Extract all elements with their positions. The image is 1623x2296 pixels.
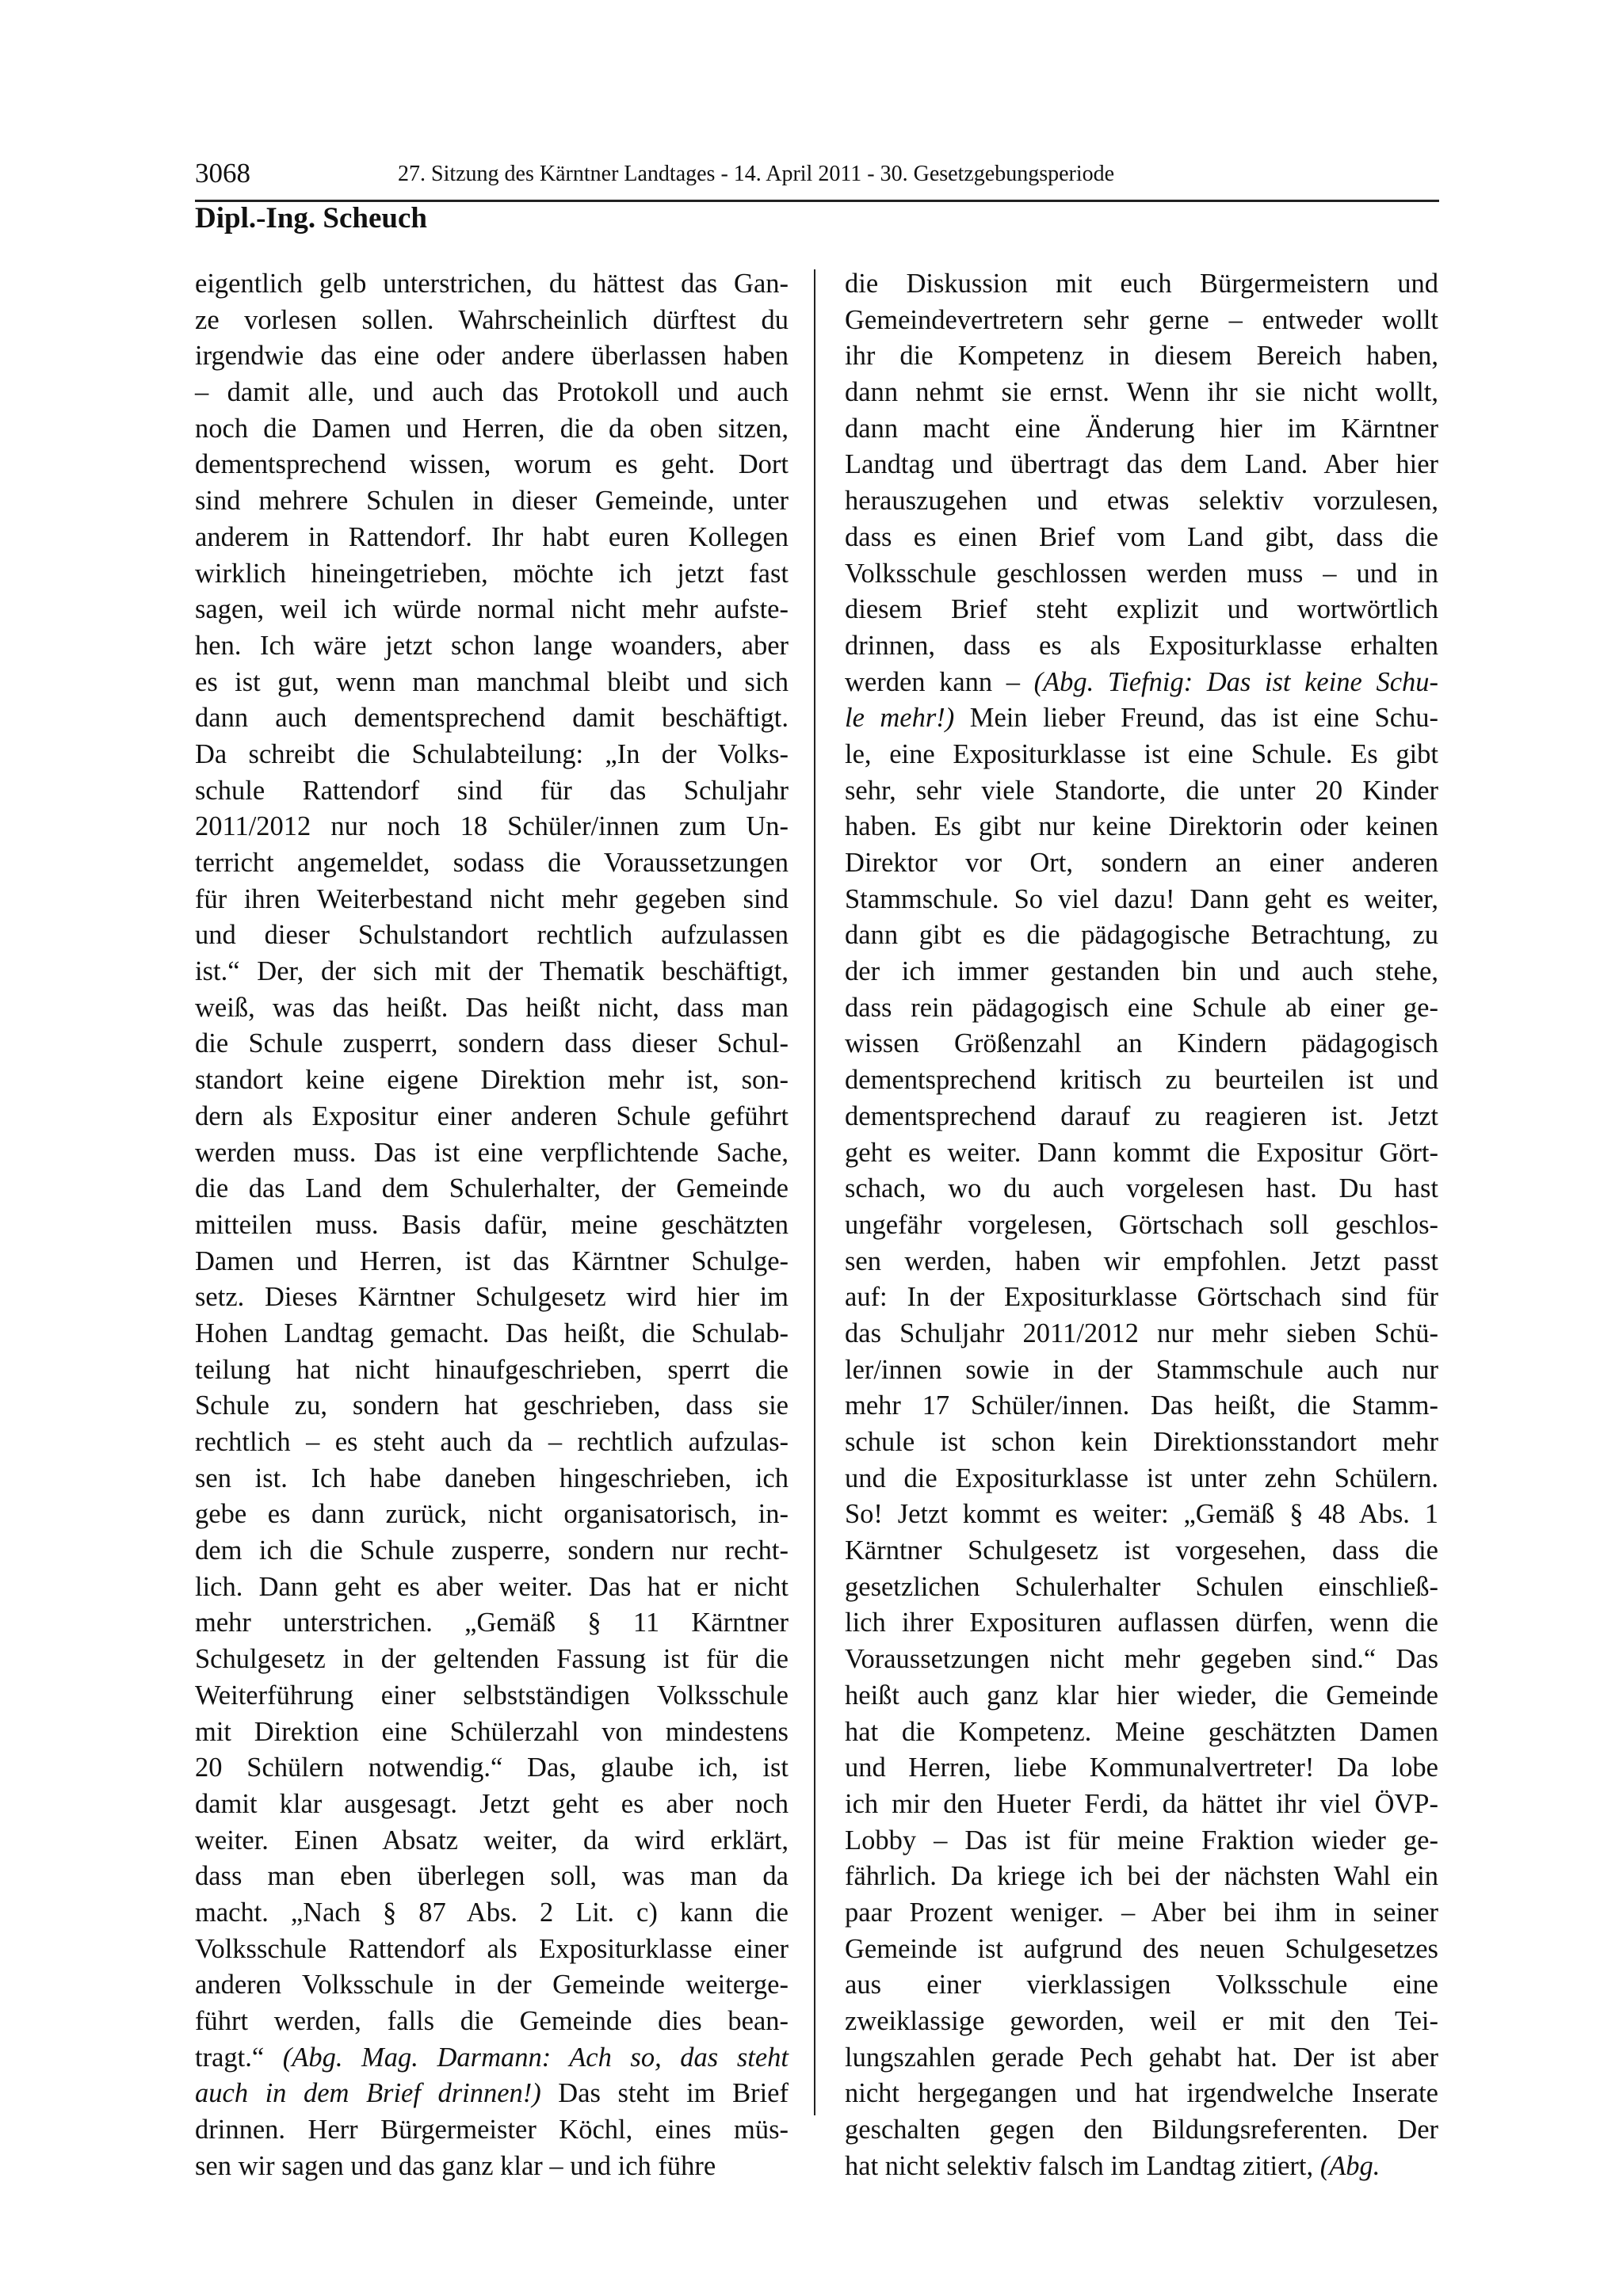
text-line <box>845 592 1438 628</box>
text-line <box>195 1967 789 2004</box>
speech-text: ungefähr vorgelesen, Görtschach soll geschlos- <box>845 1209 1438 1240</box>
speech-text: macht. „Nach § 87 Abs. 2 Lit. c) kann die <box>195 1897 789 1928</box>
text-line <box>845 1967 1438 2004</box>
text-line <box>195 917 789 954</box>
text-line <box>845 1497 1438 1533</box>
text-line <box>195 1062 789 1099</box>
speech-text: und dieser Schulstandort rechtlich aufzulassen <box>195 920 789 951</box>
text-line <box>195 1461 789 1497</box>
speech-text: der ich immer gestanden bin und auch stehe, <box>845 956 1438 987</box>
speech-text: Landtag und übertragt das dem Land. Aber hier <box>845 449 1438 480</box>
speech-text: lich. Dann geht es aber weiter. Das hat er nicht <box>195 1571 789 1602</box>
speech-text: werden muss. Das ist eine verpflichtende Sache, <box>195 1137 789 1168</box>
speech-text: zweiklassige geworden, weil er mit den Tei- <box>845 2006 1438 2036</box>
text-line <box>845 954 1438 990</box>
speech-text: dann nehmt sie ernst. Wenn ihr sie nicht wollt, <box>845 377 1438 408</box>
text-line <box>845 2112 1438 2149</box>
text-line <box>845 1207 1438 1244</box>
speech-text: führt werden, falls die Gemeinde dies bean- <box>195 2006 789 2036</box>
text-line <box>195 845 789 882</box>
speech-text: anderen Volksschule in der Gemeinde weiterge- <box>195 1970 789 2000</box>
text-line <box>195 1316 789 1352</box>
speech-text: drinnen, dass es als Expositurklasse erhalten <box>845 630 1438 661</box>
speech-text: dass man eben überlegen soll, was man da <box>195 1861 789 1892</box>
speech-text: lich ihrer Exposituren auflassen dürfen, wenn die <box>845 1608 1438 1638</box>
speech-text: noch die Damen und Herren, die da oben sitzen, <box>195 413 789 444</box>
speech-text: 20 Schülern notwendig.“ Das, glaube ich, ist <box>195 1753 789 1783</box>
text-line <box>195 1207 789 1244</box>
speech-text: dern als Expositur einer anderen Schule geführt <box>195 1100 789 1131</box>
column-divider <box>814 269 815 2115</box>
text-line <box>845 2040 1438 2077</box>
speech-text: auf: In der Expositurklasse Görtschach sind für <box>845 1282 1438 1313</box>
page-number: 3068 <box>195 158 250 189</box>
speech-text: dementsprechend kritisch zu beurteilen ist und <box>845 1065 1438 1096</box>
speech-text: – damit alle, und auch das Protokoll und auch <box>195 377 789 408</box>
speech-text: gebe es dann zurück, nicht organisatorisch, in- <box>195 1499 789 1530</box>
text-line <box>845 1787 1438 1823</box>
speech-text: Kärntner Schulgesetz ist vorgesehen, dass die <box>845 1535 1438 1566</box>
speech-text: und Herren, liebe Kommunalvertreter! Da lobe <box>845 1753 1438 1783</box>
text-line <box>195 375 789 411</box>
interjection-text: (Abg. Mag. Darmann: Ach so, das steht <box>282 2042 789 2073</box>
speech-text: sen ist. Ich habe daneben hingeschrieben, ich <box>195 1463 789 1493</box>
speech-text: sen werden, haben wir empfohlen. Jetzt passt <box>845 1245 1438 1276</box>
speech-text: mehr 17 Schüler/innen. Das heißt, die Stamm- <box>845 1390 1438 1421</box>
speech-text: haben. Es gibt nur keine Direktorin oder keinen <box>845 811 1438 842</box>
text-line <box>195 1750 789 1787</box>
text-line <box>845 845 1438 882</box>
text-line <box>845 1171 1438 1207</box>
text-line <box>195 1497 789 1533</box>
text-line <box>845 1533 1438 1569</box>
text-line <box>845 1605 1438 1642</box>
speech-text: geht es weiter. Dann kommt die Expositur Gört- <box>845 1137 1438 1168</box>
text-line <box>195 700 789 737</box>
speech-text: wissen Größenzahl an Kindern pädagogisch <box>845 1028 1438 1059</box>
speech-text: hat die Kompetenz. Meine geschätzten Damen <box>845 1716 1438 1747</box>
speech-text: Gemeindevertretern sehr gerne – entweder wollt <box>845 304 1438 335</box>
text-line <box>195 1533 789 1569</box>
speech-text: dann auch dementsprechend damit beschäftigt. <box>195 703 789 734</box>
speech-text: Direktor vor Ort, sondern an einer anderen <box>845 848 1438 878</box>
text-line <box>845 1678 1438 1714</box>
text-line <box>845 411 1438 448</box>
text-line <box>195 1823 789 1859</box>
text-line <box>195 1859 789 1895</box>
speech-text: sehr, sehr viele Standorte, die unter 20 Kinder <box>845 775 1438 806</box>
text-line <box>195 411 789 448</box>
text-line <box>845 2149 1438 2185</box>
text-line <box>845 1062 1438 1099</box>
text-line <box>195 1678 789 1714</box>
text-line <box>195 1244 789 1280</box>
speech-text: die das Land dem Schulerhalter, der Gemeinde <box>195 1173 789 1204</box>
text-line <box>845 1569 1438 1606</box>
speech-text: es ist gut, wenn man manchmal bleibt und sich <box>195 666 789 697</box>
text-line <box>195 882 789 918</box>
text-line <box>845 665 1438 701</box>
speech-text: schach, wo du auch vorgelesen hast. Du hast <box>845 1173 1438 1204</box>
interjection-text: auch in dem Brief drinnen!) <box>195 2078 541 2109</box>
speech-text: le, eine Expositurklasse ist eine Schule. Es gibt <box>845 738 1438 769</box>
text-line <box>845 737 1438 773</box>
text-line <box>845 1714 1438 1751</box>
interjection-text: (Abg. <box>1319 2150 1381 2181</box>
text-line <box>195 2149 789 2185</box>
speech-text: für ihren Weiterbestand nicht mehr gegeben sind <box>195 883 789 914</box>
text-line <box>845 1750 1438 1787</box>
speech-text: schule Rattendorf sind für das Schuljahr <box>195 775 789 806</box>
text-line <box>845 1823 1438 1859</box>
text-line <box>845 882 1438 918</box>
text-line <box>195 447 789 483</box>
speech-text: tragt.“ <box>195 2042 283 2073</box>
speech-text: fährlich. Da kriege ich bei der nächsten Wahl ein <box>845 1861 1438 1892</box>
speech-text: dementsprechend wissen, worum es geht. Dort <box>195 449 789 480</box>
speech-text: Da schreibt die Schulabteilung: „In der Volks- <box>195 738 789 769</box>
text-line <box>845 1859 1438 1895</box>
text-line <box>845 1244 1438 1280</box>
speech-text: Weiterführung einer selbstständigen Volksschule <box>195 1680 789 1711</box>
speech-text: mit Direktion eine Schülerzahl von mindestens <box>195 1716 789 1747</box>
speech-text: hen. Ich wäre jetzt schon lange woanders, aber <box>195 630 789 661</box>
speech-text: aus einer vierklassigen Volksschule eine <box>845 1970 1438 2000</box>
text-line <box>845 700 1438 737</box>
text-line <box>845 520 1438 556</box>
text-line <box>195 1280 789 1316</box>
text-line <box>195 628 789 665</box>
speech-text: ich mir den Hueter Ferdi, da hättet ihr viel ÖVP- <box>845 1788 1438 1819</box>
speech-text: mehr unterstrichen. „Gemäß § 11 Kärntner <box>195 1608 789 1638</box>
text-line <box>195 1569 789 1606</box>
text-line <box>845 556 1438 593</box>
text-line <box>195 1714 789 1751</box>
speech-text: geschalten gegen den Bildungsreferenten. Der <box>845 2115 1438 2145</box>
text-line <box>845 773 1438 810</box>
text-line <box>845 303 1438 339</box>
text-line <box>845 1026 1438 1062</box>
speech-text: teilung hat nicht hinaufgeschrieben, sperrt die <box>195 1354 789 1385</box>
speech-text: Lobby – Das ist für meine Fraktion wieder ge- <box>845 1825 1438 1855</box>
speech-text: So! Jetzt kommt es weiter: „Gemäß § 48 Abs. 1 <box>845 1499 1438 1530</box>
text-line <box>195 2076 789 2112</box>
interjection-text: le mehr!) <box>845 703 955 734</box>
text-line <box>195 1135 789 1172</box>
speech-text: ihr die Kompetenz in diesem Bereich haben, <box>845 341 1438 372</box>
text-line <box>195 954 789 990</box>
speech-text: Gemeinde ist aufgrund des neuen Schulgesetzes <box>845 1933 1438 1964</box>
speaker-name: Dipl.-Ing. Scheuch <box>195 202 427 235</box>
speech-text: diesem Brief steht explizit und wortwörtlich <box>845 594 1438 625</box>
speech-text: Damen und Herren, ist das Kärntner Schulge- <box>195 1245 789 1276</box>
speech-text: drinnen. Herr Bürgermeister Köchl, eines müs- <box>195 2115 789 2145</box>
speech-text: sen wir sagen und das ganz klar – und ich führe <box>195 2150 716 2181</box>
text-line <box>195 1605 789 1642</box>
text-line <box>845 809 1438 845</box>
text-line <box>195 1352 789 1389</box>
text-line <box>195 1026 789 1062</box>
speech-text: sagen, weil ich würde normal nicht mehr aufste- <box>195 594 789 625</box>
text-line <box>195 2112 789 2149</box>
text-line <box>195 520 789 556</box>
text-line <box>845 2076 1438 2112</box>
text-line <box>845 1388 1438 1425</box>
speech-text: Mein lieber Freund, das ist eine Schu- <box>954 703 1438 734</box>
speech-text: Volksschule geschlossen werden muss – und in <box>845 558 1438 589</box>
text-line <box>845 1932 1438 1968</box>
text-line <box>195 1642 789 1678</box>
text-line <box>845 1895 1438 1932</box>
speech-text: ler/innen sowie in der Stammschule auch nur <box>845 1354 1438 1385</box>
speech-text: paar Prozent weniger. – Aber bei ihm in seiner <box>845 1897 1438 1928</box>
speech-text: die Diskussion mit euch Bürgermeistern und <box>845 269 1438 299</box>
text-line <box>845 1352 1438 1389</box>
speech-text: wirklich hineingetrieben, möchte ich jetzt fast <box>195 558 789 589</box>
speech-text: Schulgesetz in der geltenden Fassung ist für die <box>195 1644 789 1675</box>
speech-text: herauszugehen und etwas selektiv vorzulesen, <box>845 486 1438 517</box>
interjection-text: (Abg. Tiefnig: Das ist keine Schu- <box>1033 666 1438 697</box>
speech-text: Voraussetzungen nicht mehr gegeben sind.“ Das <box>845 1644 1438 1675</box>
speech-text: dann macht eine Änderung hier im Kärntner <box>845 413 1438 444</box>
text-line <box>195 303 789 339</box>
speech-text: Stammschule. So viel dazu! Dann geht es weiter, <box>845 883 1438 914</box>
speech-text: lungszahlen gerade Pech gehabt hat. Der ist aber <box>845 2042 1438 2073</box>
speech-text: gesetzlichen Schulerhalter Schulen einschließ- <box>845 1571 1438 1602</box>
speech-text: rechtlich – es steht auch da – rechtlich aufzulas- <box>195 1427 789 1457</box>
speech-text: Schule zu, sondern hat geschrieben, dass sie <box>195 1390 789 1421</box>
speech-text: weiter. Einen Absatz weiter, da wird erklärt, <box>195 1825 789 1855</box>
speech-text: standort keine eigene Direktion mehr ist, son- <box>195 1065 789 1096</box>
text-line <box>195 1895 789 1932</box>
text-line <box>845 266 1438 303</box>
speech-text: Das steht im Brief <box>540 2078 789 2109</box>
text-line <box>845 628 1438 665</box>
speech-text: 2011/2012 nur noch 18 Schüler/innen zum Un- <box>195 811 789 842</box>
speech-text: ze vorlesen sollen. Wahrscheinlich dürftest du <box>195 304 789 335</box>
text-line <box>845 1280 1438 1316</box>
speech-text: weiß, was das heißt. Das heißt nicht, dass man <box>195 992 789 1023</box>
speech-text: heißt auch ganz klar hier wieder, die Gemeinde <box>845 1680 1438 1711</box>
text-line <box>845 338 1438 375</box>
text-line <box>195 2004 789 2040</box>
text-line <box>195 990 789 1027</box>
text-line <box>845 1316 1438 1352</box>
running-header <box>195 155 1439 202</box>
speech-text: Volksschule Rattendorf als Expositurklasse einer <box>195 1933 789 1964</box>
speech-text: dann gibt es die pädagogische Betrachtung, zu <box>845 920 1438 951</box>
speech-text: dem ich die Schule zusperre, sondern nur recht- <box>195 1535 789 1566</box>
text-line <box>195 592 789 628</box>
text-line <box>195 737 789 773</box>
running-title: 27. Sitzung des Kärntner Landtages - 14. April 2011 - 30. Gesetzgebungsperiode <box>398 162 1115 186</box>
text-line <box>195 1171 789 1207</box>
text-line <box>845 1099 1438 1135</box>
text-line <box>195 1388 789 1425</box>
speech-text: nicht hergegangen und hat irgendwelche Inserate <box>845 2078 1438 2109</box>
speech-text: dass rein pädagogisch eine Schule ab einer ge- <box>845 992 1438 1023</box>
text-line <box>195 665 789 701</box>
speech-text: die Schule zusperrt, sondern dass dieser Schul- <box>195 1028 789 1059</box>
text-line <box>845 917 1438 954</box>
text-line <box>845 1425 1438 1461</box>
text-line <box>195 809 789 845</box>
text-line <box>845 1642 1438 1678</box>
text-line <box>845 1461 1438 1497</box>
text-line <box>195 2040 789 2077</box>
text-line <box>195 338 789 375</box>
text-line <box>845 447 1438 483</box>
right-text-column <box>845 266 1438 2184</box>
text-line <box>195 266 789 303</box>
speech-text: hat nicht selektiv falsch im Landtag zitiert, <box>845 2150 1320 2181</box>
speech-text: damit klar ausgesagt. Jetzt geht es aber noch <box>195 1788 789 1819</box>
speech-text: sind mehrere Schulen in dieser Gemeinde, unter <box>195 486 789 517</box>
text-line <box>195 483 789 520</box>
speech-text: ist.“ Der, der sich mit der Thematik beschäftigt, <box>195 956 789 987</box>
left-text-column <box>195 266 789 2184</box>
text-line <box>195 1425 789 1461</box>
text-line <box>195 556 789 593</box>
text-line <box>845 1135 1438 1172</box>
speech-text: anderem in Rattendorf. Ihr habt euren Kollegen <box>195 521 789 552</box>
speech-text: eigentlich gelb unterstrichen, du hättest das Gan- <box>195 269 789 299</box>
text-line <box>195 773 789 810</box>
speech-text: irgendwie das eine oder andere überlassen haben <box>195 341 789 372</box>
text-line <box>195 1932 789 1968</box>
text-line <box>195 1099 789 1135</box>
text-line <box>845 483 1438 520</box>
speech-text: dementsprechend darauf zu reagieren ist. Jetzt <box>845 1100 1438 1131</box>
speech-text: setz. Dieses Kärntner Schulgesetz wird hier im <box>195 1282 789 1313</box>
speech-text: mitteilen muss. Basis dafür, meine geschätzten <box>195 1209 789 1240</box>
speech-text: und die Expositurklasse ist unter zehn Schülern. <box>845 1463 1438 1493</box>
text-line <box>195 1787 789 1823</box>
speech-text: dass es einen Brief vom Land gibt, dass die <box>845 521 1438 552</box>
text-line <box>845 375 1438 411</box>
speech-text: werden kann – <box>845 666 1034 697</box>
speech-text: schule ist schon kein Direktionsstandort mehr <box>845 1427 1438 1457</box>
speech-text: das Schuljahr 2011/2012 nur mehr sieben Schü- <box>845 1318 1438 1348</box>
text-line <box>845 2004 1438 2040</box>
text-line <box>845 990 1438 1027</box>
speech-text: terricht angemeldet, sodass die Voraussetzungen <box>195 848 789 878</box>
speech-text: Hohen Landtag gemacht. Das heißt, die Schulab- <box>195 1318 789 1348</box>
